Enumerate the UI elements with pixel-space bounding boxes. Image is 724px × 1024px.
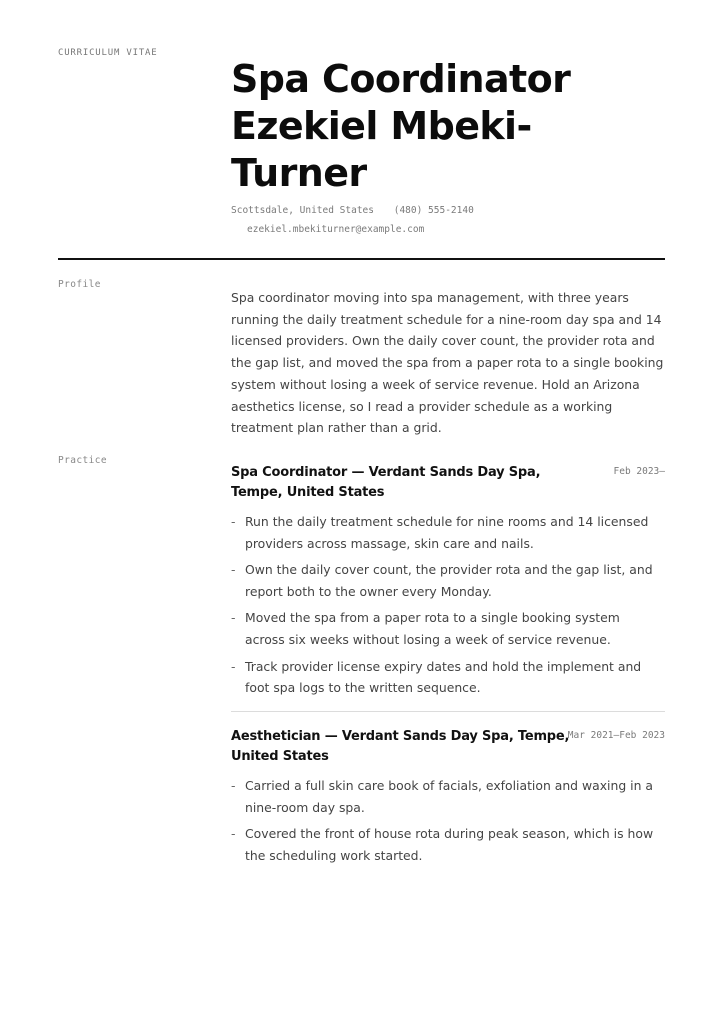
bullet-text: Track provider license expiry dates and hold the implement and foot spa logs to the written sequence. (245, 658, 642, 696)
header-divider (58, 258, 665, 260)
job-dates: Feb 2023– (613, 466, 665, 477)
bullet-dash: - (231, 658, 236, 674)
list-item (231, 607, 661, 650)
profile-text: Spa coordinator moving into spa management, with three years running the daily treatment schedule for a nine-room day spa and 14 licensed providers. Own the daily cover count, the provider rota and the gap list, and moved the spa from a paper rota to a single booking system without losing a week of service revenue. Hold an Arizona aesthetics license, so I read a provider schedule as a working treatment plan rather than a grid. (231, 290, 664, 436)
title-line-2: Ezekiel Mbeki- (231, 104, 532, 148)
bullet-text: Moved the spa from a paper rota to a single booking system across six weeks without losing a week of service revenue. (245, 610, 620, 647)
bullet-dash: - (231, 562, 236, 578)
bullet-text: Own the daily cover count, the provider rota and the gap list, and report both to the owner every Monday. (245, 562, 653, 599)
title-line-3: Turner (231, 151, 367, 195)
job-bullets (231, 775, 665, 866)
title-line-1: Spa Coordinator (231, 57, 571, 101)
job-title: Aesthetician — Verdant Sands Day Spa, Tempe, United States (231, 729, 570, 764)
contact-info (231, 201, 671, 239)
location: Scottsdale, United States (231, 205, 374, 216)
list-item (231, 511, 661, 554)
job-dates: Mar 2021–Feb 2023 (567, 730, 665, 741)
job-bullets (231, 511, 665, 699)
phone: (480) 555-2140 (393, 205, 474, 216)
job-entry (231, 463, 665, 704)
profile-label: Profile (58, 279, 101, 290)
list-item (231, 775, 661, 818)
list-item (231, 559, 661, 602)
bullet-text: Covered the front of house rota during peak season, which is how the scheduling work started. (245, 826, 654, 863)
bullet-dash: - (231, 778, 236, 793)
email-link[interactable]: ezekiel.mbekiturner@example.com (247, 224, 425, 235)
bullet-text: Carried a full skin care book of facials, exfoliation and waxing in a nine-room day spa. (245, 778, 653, 815)
job-entry (231, 727, 665, 871)
bullet-dash: - (231, 610, 236, 626)
page-title (231, 56, 671, 197)
job-title: Spa Coordinator — Verdant Sands Day Spa, Tempe, United States (231, 465, 541, 500)
practice-label: Practice (58, 455, 107, 466)
bullet-text: Run the daily treatment schedule for nine rooms and 14 licensed providers across massage, skin care and nails. (245, 514, 649, 551)
list-item (231, 823, 661, 866)
bullet-dash: - (231, 826, 236, 842)
bullet-dash: - (231, 514, 236, 529)
list-item (231, 656, 661, 699)
eyebrow-label: CURRICULUM VITAE (58, 48, 158, 58)
job-divider (231, 711, 665, 712)
